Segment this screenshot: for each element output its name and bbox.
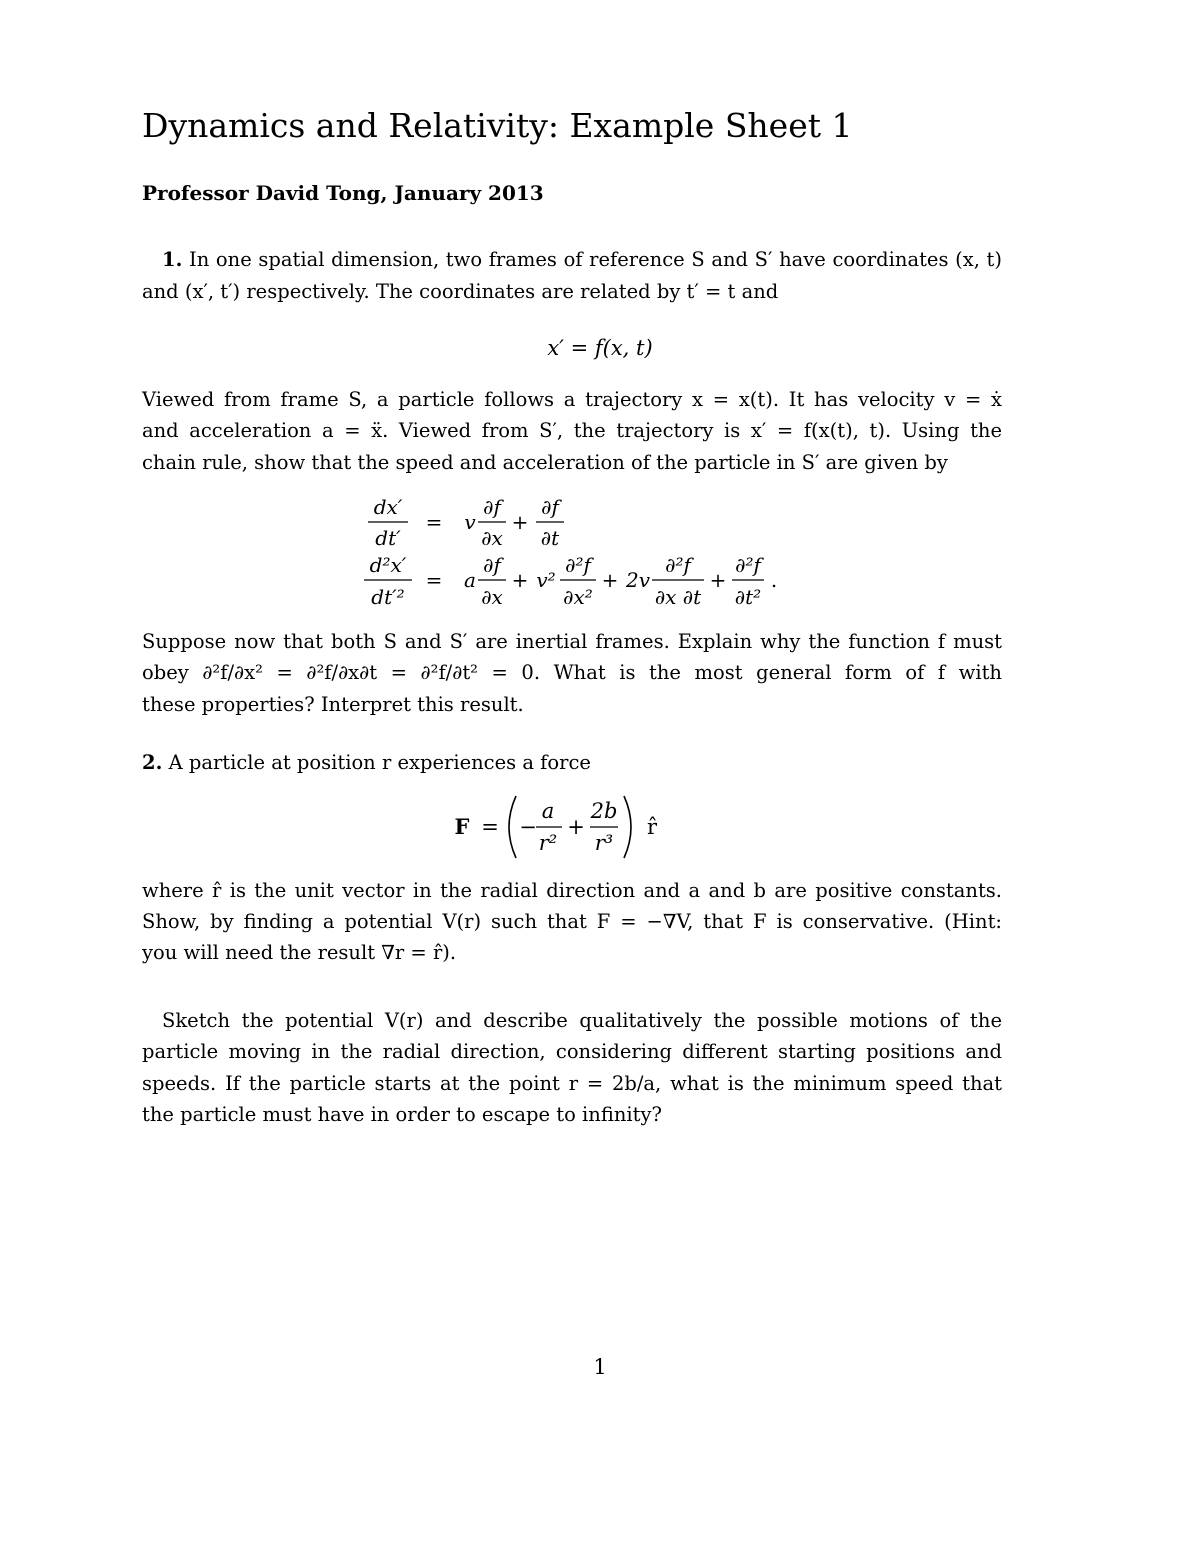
force-minus: − [519, 815, 537, 839]
eq2-plus-3: + [709, 568, 727, 592]
q1-line-2: and (x′, t′) respectively. The coordinates are related by t′ = t and [142, 280, 779, 303]
force-frac2-denominator: r³ [594, 831, 614, 855]
eq1-coef-v: v [464, 510, 476, 534]
eq1-lhs-numerator: dx′ [373, 495, 403, 519]
force-frac1-denominator: r² [538, 831, 558, 855]
q1-number: 1. [162, 248, 183, 271]
document-title: Dynamics and Relativity: Example Sheet 1 [142, 106, 853, 145]
force-vector-F: F [454, 814, 470, 839]
eq1-term1-numerator: ∂f [483, 495, 501, 519]
q1-coordinate-map-equation: x′ = f(x, t) [547, 336, 653, 360]
page-number: 1 [593, 1355, 607, 1379]
q2-line-1: where r̂ is the unit vector in the radial direction and a and b are positive constants. [142, 879, 1002, 902]
eq2-term4-denominator: ∂t² [734, 585, 762, 609]
force-plus: + [567, 815, 585, 839]
q1-line-6: Suppose now that both S and S′ are inertial frames. Explain why the function f must [142, 630, 1002, 653]
q2-force-equation [440, 790, 670, 866]
eq2-term3-numerator: ∂²f [665, 553, 691, 577]
eq2-lhs-numerator: d²x′ [369, 553, 407, 577]
eq2-term2-denominator: ∂x² [563, 585, 593, 609]
q1-line-1: 1. In one spatial dimension, two frames of reference S and S′ have coordinates (x, t) [162, 248, 1003, 271]
eq1-term2-denominator: ∂t [540, 526, 560, 550]
eq2-coef-2v: 2v [625, 568, 651, 592]
eq1-equals: = [425, 510, 443, 534]
right-paren [624, 796, 631, 858]
eq1-plus: + [511, 510, 529, 534]
q2-intro-line: 2. A particle at position r experiences a force [142, 751, 591, 774]
eq1-term2-numerator: ∂f [541, 495, 559, 519]
q2-line-7: the particle must have in order to escape to infinity? [142, 1103, 662, 1126]
eq2-term2-numerator: ∂²f [565, 553, 591, 577]
q2-number: 2. [142, 751, 163, 774]
force-unit-vector: r̂ [646, 815, 658, 839]
q1-line-5: chain rule, show that the speed and acceleration of the particle in S′ are given by [142, 451, 948, 474]
author-line: Professor David Tong, January 2013 [142, 181, 544, 205]
eq2-term1-denominator: ∂x [481, 585, 503, 609]
eq2-period: . [770, 568, 778, 592]
eq2-term1-numerator: ∂f [483, 553, 501, 577]
force-frac1-numerator: a [541, 799, 555, 823]
q2-line-2: Show, by finding a potential V(r) such that F = −∇V, that F is conservative. (Hint: [142, 910, 1002, 933]
eq2-plus-2: + [601, 568, 619, 592]
eq1-lhs-denominator: dt′ [375, 526, 401, 550]
eq2-equals: = [425, 568, 443, 592]
eq1-term1-denominator: ∂x [481, 526, 503, 550]
q1-derivative-equations [340, 490, 810, 620]
q2-line-6: speeds. If the particle starts at the point r = 2b/a, what is the minimum speed that [142, 1072, 1002, 1095]
q2-line-5: particle moving in the radial direction, considering different starting positions and [142, 1040, 1002, 1063]
q1-line-4: and acceleration a = ẍ. Viewed from S′, the trajectory is x′ = f(x(t), t). Using the [142, 419, 1002, 442]
eq2-term3-denominator: ∂x ∂t [654, 585, 702, 609]
eq2-coef-a: a [464, 568, 476, 592]
left-paren [509, 796, 516, 858]
q1-line-3: Viewed from frame S, a particle follows a trajectory x = x(t). It has velocity v = ẋ [142, 388, 1002, 411]
eq2-plus-1: + [511, 568, 529, 592]
force-frac2-numerator: 2b [590, 799, 618, 823]
q1-line-7: obey ∂²f/∂x² = ∂²f/∂x∂t = ∂²f/∂t² = 0. What is the most general form of f with [142, 661, 1002, 684]
eq2-coef-v2: v² [536, 568, 556, 592]
force-equals: = [481, 815, 499, 839]
q2-line-3: you will need the result ∇r = r̂). [142, 941, 457, 964]
eq2-lhs-denominator: dt′² [371, 585, 405, 609]
q1-line-8: these properties? Interpret this result. [142, 693, 524, 716]
eq2-term4-numerator: ∂²f [735, 553, 761, 577]
q2-line-4: Sketch the potential V(r) and describe qualitatively the possible motions of the [162, 1009, 1002, 1032]
